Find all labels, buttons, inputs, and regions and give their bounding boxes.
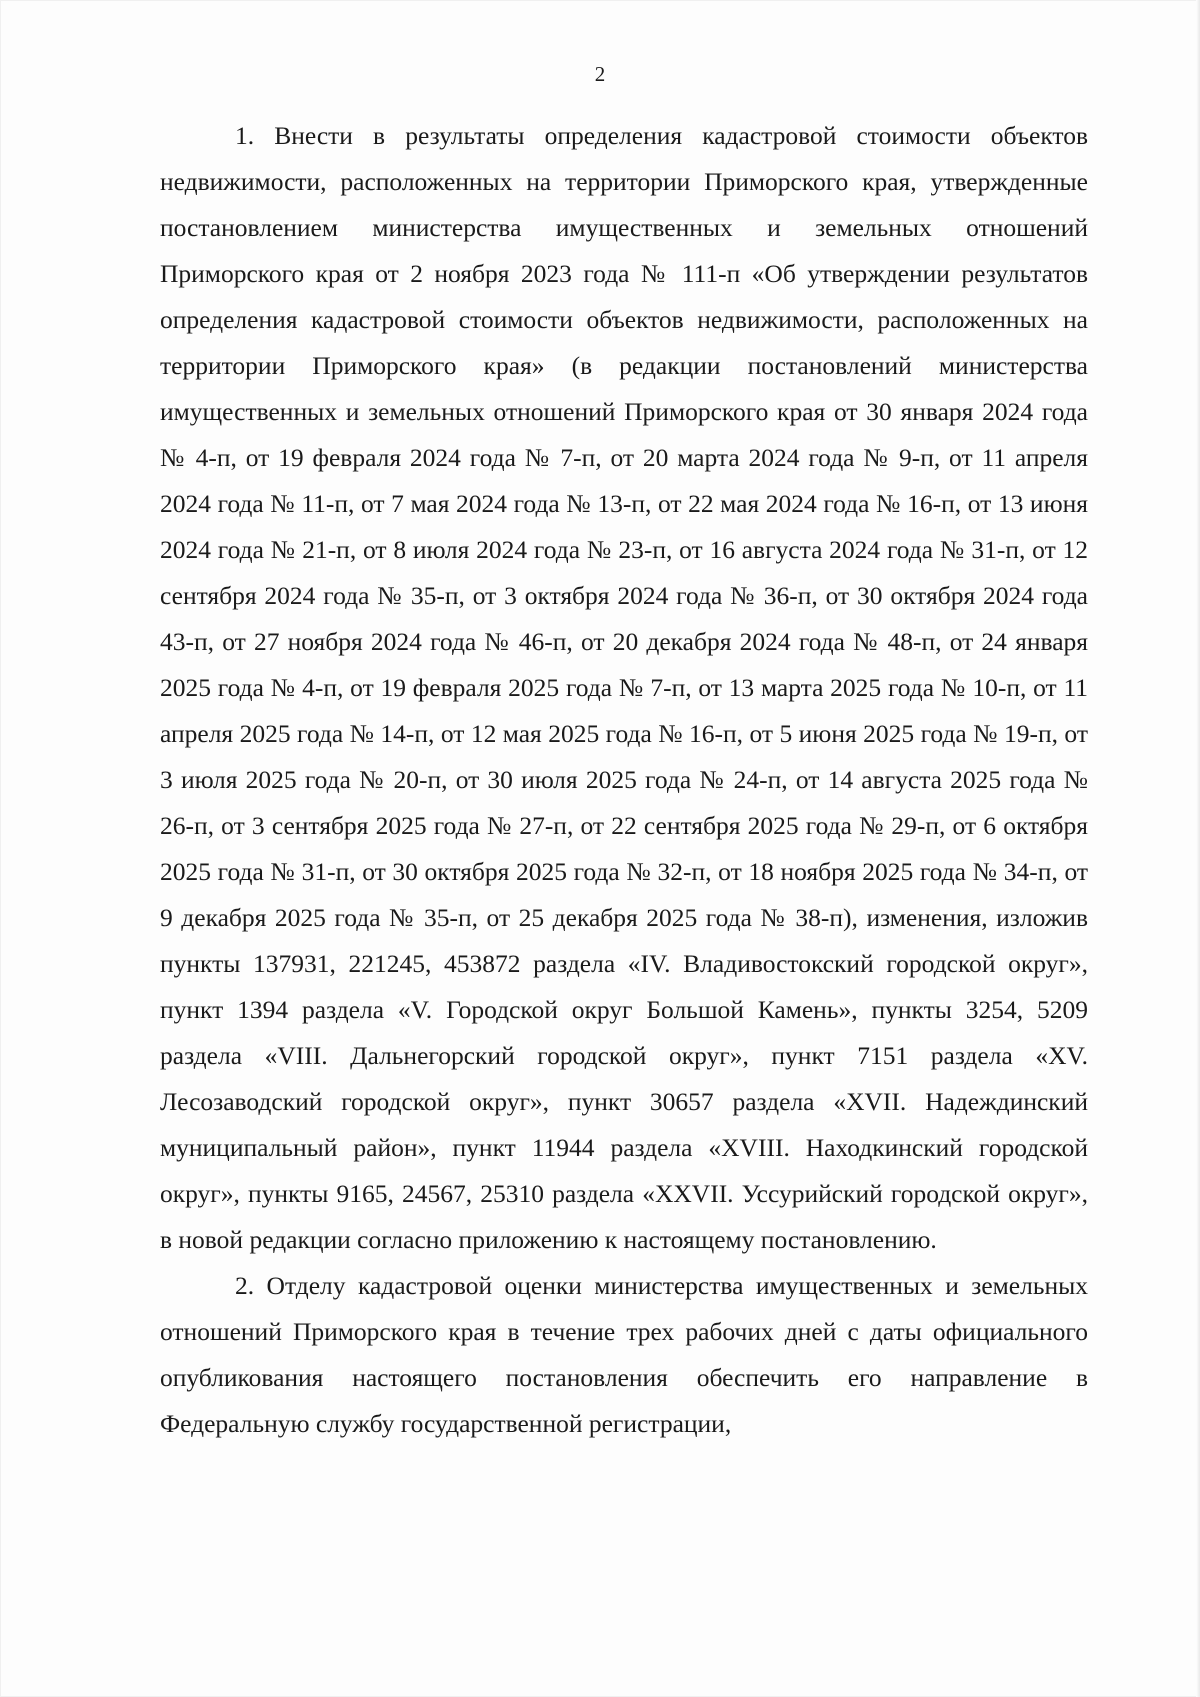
paragraph-1: 1. Внести в результаты определения кадастровой стоимости объектов недвижимости, расположенных на территории Приморского края, утвержденные постановлением министерства имущественных и земельных отношений Приморского края от 2 ноября 2023 года № 111-п «Об утверждении результатов определения кадастровой стоимости объектов недвижимости, расположенных на территории Приморского края» (в редакции постановлений министерства имущественных и земельных отношений Приморского края от 30 января 2024 года № 4-п, от 19 февраля 2024 года № 7-п, от 20 марта 2024 года № 9-п, от 11 апреля 2024 года № 11-п, от 7 мая 2024 года № 13-п, от 22 мая 2024 года № 16-п, от 13 июня 2024 года № 21-п, от 8 июля 2024 года № 23-п, от 16 августа 2024 года № 31-п, от 12 сентября 2024 года № 35-п, от 3 октября 2024 года № 36-п, от 30 октября 2024 года 43-п, от 27 ноября 2024 года № 46-п, от 20 декабря 2024 года № 48-п, от 24 января 2025 года № 4-п, от 19 февраля 2025 года № 7-п, от 13 марта 2025 года № 10-п, от 11 апреля 2025 года № 14-п, от 12 мая 2025 года № 16-п, от 5 июня 2025 года № 19-п, от 3 июля 2025 года № 20-п, от 30 июля 2025 года № 24-п, от 14 августа 2025 года № 26-п, от 3 сентября 2025 года № 27-п, от 22 сентября 2025 года № 29-п, от 6 октября 2025 года № 31-п, от 30 октября 2025 года № 32-п, от 18 ноября 2025 года № 34-п, от 9 декабря 2025 года № 35-п, от 25 декабря 2025 года № 38-п), изменения, изложив пункты 137931, 221245, 453872 раздела «IV. Владивостокский городской округ», пункт 1394 раздела «V. Городской округ Большой Камень», пункты 3254, 5209 раздела «VIII. Дальнегорский городской округ», пункт 7151 раздела «XV. Лесозаводский городской округ», пункт 30657 раздела «XVII. Надеждинский муниципальный район», пункт 11944 раздела «XVIII. Находкинский городской округ», пункты 9165, 24567, 25310 раздела «XXVII. Уссурийский городской округ», в новой редакции согласно приложению к настоящему постановлению. bbox=[160, 121, 1088, 1254]
page-number: 2 bbox=[594, 62, 606, 86]
scan-edge bbox=[1196, 0, 1200, 1697]
paragraph-2: 2. Отделу кадастровой оценки министерства имущественных и земельных отношений Приморского края в течение трех рабочих дней с даты официального опубликования настоящего постановления обеспечить его направление в Федеральную службу государственной регистрации, bbox=[160, 1271, 1088, 1438]
document-body bbox=[160, 113, 1088, 1447]
